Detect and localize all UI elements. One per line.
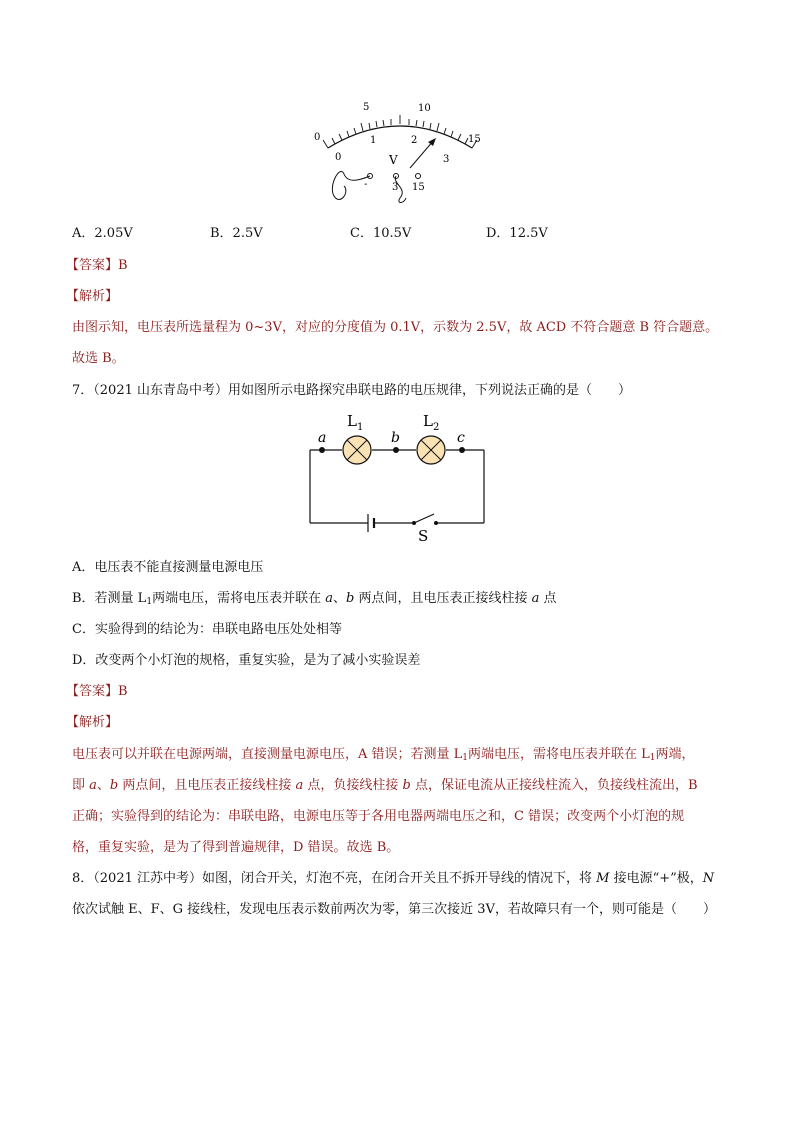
- outer-scale-10: 10: [418, 103, 431, 114]
- terminal-neg-label: -: [364, 179, 368, 190]
- outer-scale-5: 5: [363, 102, 370, 113]
- point-b-dot: [393, 447, 399, 453]
- outer-scale-0: 0: [314, 132, 321, 143]
- circuit-figure: [300, 404, 500, 544]
- terminal-15-label: 15: [412, 182, 425, 193]
- lamp-L2-icon: [417, 436, 445, 464]
- q8-stem-line-2: 依次试触 E、F、G 接线柱，发现电压表示数前两次为零，第三次接近 3V，若故障只有一个，则可能是（ ）: [72, 902, 716, 917]
- q8-stem-line-1: 8．（2021 江苏中考）如图，闭合开关，灯泡不亮，在闭合开关且不拆开导线的情况下，将 M 接电源“+”极，N: [72, 871, 715, 886]
- point-c-dot: [459, 447, 465, 453]
- q7-analysis-line-3: 正确；实验得到的结论为：串联电路，电源电压等于各用电器两端电压之和，C 错误；改变两个小灯泡的规: [72, 809, 685, 824]
- inner-scale-0: 0: [335, 152, 342, 163]
- point-c-label: c: [457, 430, 465, 446]
- q7-option-b: B．若测量 $L_1$两端电压，需将电压表并联在 a、b 两点间，且电压表正接线柱接 a 点: [72, 591, 557, 607]
- q6-analysis-line-2: 故选 B。: [72, 351, 125, 366]
- q7-option-a: A．电压表不能直接测量电源电压: [72, 560, 264, 575]
- q6-option-a: A．2.05V: [72, 226, 133, 241]
- terminal-3-label: 3: [392, 182, 399, 193]
- q7-option-d: D．改变两个小灯泡的规格，重复实验，是为了减小实验误差: [72, 653, 421, 668]
- q6-answer: 【答案】B: [66, 258, 128, 273]
- lamp-L1-label: $L_1$: [347, 412, 364, 433]
- lamp-L1-icon: [343, 436, 371, 464]
- switch-blade: [414, 514, 434, 523]
- scale-ticks: [323, 115, 477, 148]
- q6-option-b: B．2.5V: [210, 226, 263, 241]
- terminal-15: [416, 174, 421, 179]
- q7-stem: 7．（2021 山东青岛中考）用如图所示电路探究串联电路的电压规律，下列说法正确的是（ ）: [72, 383, 631, 398]
- q6-analysis-line-1: 由图示知，电压表所选量程为 0~3V，对应的分度值为 0.1V，示数为 2.5V，故 ACD 不符合题意 B 符合题意。: [72, 320, 719, 335]
- scale-arc: [328, 126, 472, 148]
- point-a-dot: [319, 447, 325, 453]
- voltmeter-figure: [300, 96, 500, 206]
- q7-option-c: C．实验得到的结论为：串联电路电压处处相等: [72, 622, 342, 637]
- q7-analysis-line-2: 即 a、b 两点间，且电压表正接线柱接 a 点，负接线柱接 b 点，保证电流从正接线柱流入，负接线柱流出，B: [72, 778, 698, 793]
- point-a-label: a: [318, 430, 327, 446]
- pointer-arrowhead: [428, 138, 436, 146]
- inner-scale-2: 2: [411, 135, 418, 146]
- q7-analysis-line-4: 格，重复实验，是为了得到普遍规律，D 错误。故选 B。: [72, 840, 400, 855]
- lamp-L2-label: $L_2$: [423, 412, 440, 433]
- inner-scale-1: 1: [370, 135, 377, 146]
- q7-analysis-line-1: 电压表可以并联在电源两端，直接测量电源电压，A 错误；若测量 $L_1$两端电压，需将电压表并联在 $L_1$两端，: [72, 747, 695, 763]
- q6-option-c: C．10.5V: [350, 226, 412, 241]
- outer-scale-15: 15: [468, 134, 481, 145]
- q7-analysis-title: 【解析】: [66, 715, 119, 730]
- q7-answer: 【答案】B: [66, 684, 128, 699]
- unit-label: V: [389, 153, 398, 167]
- switch-label: S: [418, 527, 429, 544]
- q6-option-d: D．12.5V: [486, 226, 548, 241]
- q6-analysis-title: 【解析】: [66, 289, 119, 304]
- point-b-label: b: [391, 430, 400, 446]
- inner-scale-3: 3: [443, 154, 450, 165]
